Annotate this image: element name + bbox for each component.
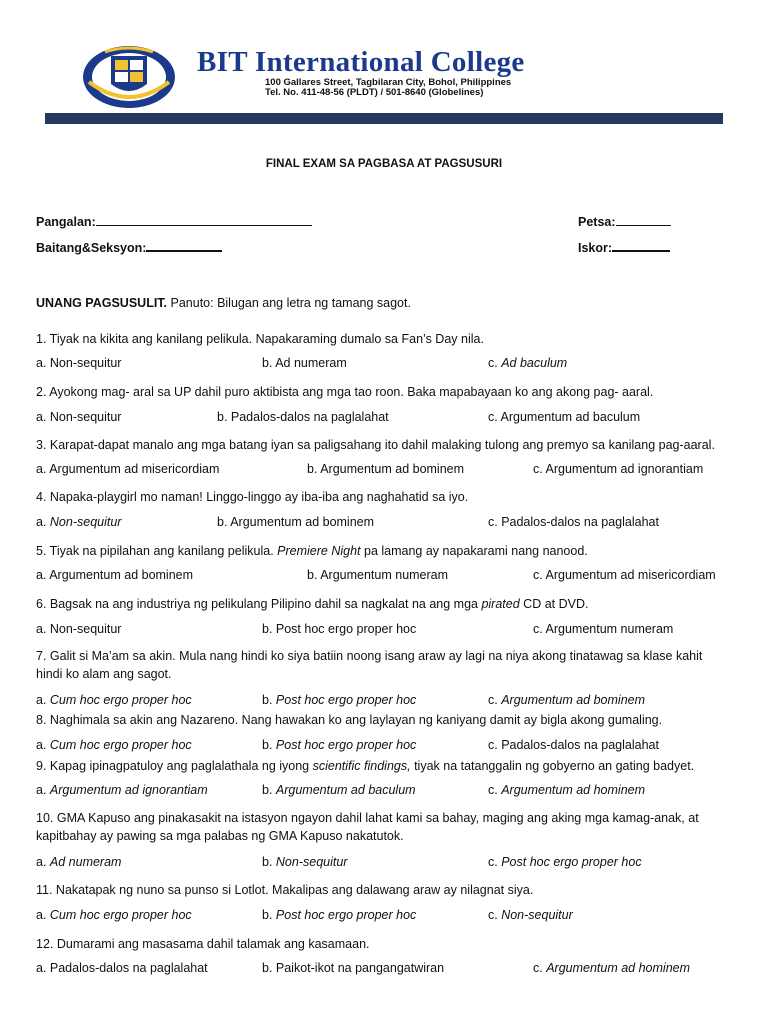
college-name: BIT International College [197, 46, 525, 78]
name-label: Pangalan: [36, 215, 96, 229]
q12-option-a[interactable]: a. Padalos-dalos na paglalahat [36, 961, 208, 975]
q7-option-c-prefix: c. [488, 693, 502, 707]
q7-option-a-text: Cum hoc ergo proper hoc [49, 693, 192, 707]
q5-option-b[interactable]: b. Argumentum numeram [307, 568, 449, 582]
question-12: 12. Dumarami ang masasama dahil talamak ang kasamaan. [36, 937, 370, 951]
q7-option-c-text: Argumentum ad bominem [501, 693, 646, 707]
q8-option-a[interactable] [36, 738, 192, 752]
q10-option-a-text: Ad numeram [49, 855, 122, 869]
q11-option-a[interactable] [36, 908, 192, 922]
question-1: 1. Tiyak na kikita ang kanilang pelikula. Napakaraming dumalo sa Fan’s Day nila. [36, 332, 484, 346]
q7-option-b-prefix: b. [262, 693, 276, 707]
q8-option-a-text: Cum hoc ergo proper hoc [49, 738, 192, 752]
q11-option-c-text: Non-sequitur [501, 908, 573, 922]
q6-option-a[interactable]: a. Non-sequitur [36, 622, 122, 636]
q9-text-end: tiyak na tatanggalin ng gobyerno an gating badyet. [410, 759, 695, 773]
q9-option-c-text: Argumentum ad hominem [501, 783, 646, 797]
q1-option-b[interactable]: b. Ad numeram [262, 356, 347, 370]
q5-text-end: pa lamang ay napakarami nang nanood. [360, 544, 588, 558]
section-heading [36, 296, 411, 310]
q8-option-c[interactable]: c. Padalos-dalos na paglalahat [488, 738, 659, 752]
q5-option-c[interactable]: c. Argumentum ad misericordiam [533, 568, 716, 582]
q9-option-a-prefix: a. [36, 783, 50, 797]
q10-option-a[interactable] [36, 855, 121, 869]
q7-option-a[interactable] [36, 693, 192, 707]
question-3: 3. Karapat-dapat manalo ang mga batang iyan sa paligsahang ito dahil malaking tulong ang premyo sa kanilang pag-aaral. [36, 438, 715, 452]
q8-option-a-prefix: a. [36, 738, 50, 752]
score-blank-line[interactable] [612, 237, 670, 252]
question-9 [36, 757, 726, 775]
question-7: 7. Galit si Ma’am sa akin. Mula nang hindi ko siya batiin noong isang araw ay lagi na niya akong tinatawag sa klase kahit hindi ko alam ang sagot. [36, 649, 703, 681]
q4-option-a[interactable] [36, 515, 121, 529]
q12-option-c[interactable] [533, 961, 690, 975]
q8-option-b-text: Post hoc ergo proper hoc [275, 738, 417, 752]
q7-option-c[interactable] [488, 693, 645, 707]
q6-text-end: CD at DVD. [519, 597, 589, 611]
question-8: 8. Naghimala sa akin ang Nazareno. Nang hawakan ko ang laylayan ng kaniyang damit ay bigla akong gumaling. [36, 713, 663, 727]
q4-option-b[interactable]: b. Argumentum ad bominem [217, 515, 375, 529]
q11-option-c[interactable] [488, 908, 573, 922]
q6-text-italic: pirated [481, 597, 520, 611]
section-title: UNANG PAGSUSULIT. [36, 296, 168, 310]
q4-option-a-prefix: a. [36, 515, 50, 529]
q5-text-italic: Premiere Night [277, 544, 361, 558]
q11-option-b-prefix: b. [262, 908, 276, 922]
q12-option-b[interactable]: b. Paikot-ikot na pangangatwiran [262, 961, 445, 975]
college-phone: Tel. No. 411-48-56 (PLDT) / 501-8640 (Globelines) [265, 87, 484, 98]
q4-option-a-text: Non-sequitur [49, 515, 122, 529]
q11-option-b[interactable] [262, 908, 416, 922]
q9-option-c[interactable] [488, 783, 645, 797]
grade-section-field[interactable] [36, 237, 222, 255]
q10-option-c[interactable] [488, 855, 642, 869]
score-field[interactable] [578, 237, 670, 255]
q10-option-b[interactable] [262, 855, 347, 869]
name-blank-line[interactable] [96, 212, 312, 226]
question-11: 11. Nakatapak ng nuno sa punso si Lotlot. Makalipas ang dalawang araw ay nilagnat siya. [36, 883, 534, 897]
q6-option-b[interactable]: b. Post hoc ergo proper hoc [262, 622, 417, 636]
q8-option-b-prefix: b. [262, 738, 276, 752]
question-10: 10. GMA Kapuso ang pinakasakit na istasyon ngayon dahil lahat kami sa bahay, maging ang aking mga kamag-anak, at kapitbahay ay pawing sa mga palabas ng GMA Kapuso nakatutok. [36, 811, 699, 843]
q3-option-b[interactable]: b. Argumentum ad bominem [307, 462, 465, 476]
q5-text-start: 5. Tiyak na pipilahan ang kanilang pelikula. [36, 544, 278, 558]
grade-section-label: Baitang&Seksyon: [36, 241, 147, 255]
letterhead [75, 40, 725, 116]
date-blank-line[interactable] [616, 212, 671, 226]
q11-option-c-prefix: c. [488, 908, 502, 922]
q6-option-c[interactable]: c. Argumentum numeram [533, 622, 674, 636]
date-label: Petsa: [578, 215, 616, 229]
q3-option-a[interactable]: a. Argumentum ad misericordiam [36, 462, 220, 476]
header-divider-bar [45, 113, 723, 124]
q1-option-c-prefix: c. [488, 356, 502, 370]
q9-text-start: 9. Kapag ipinagpatuloy ang paglalathala ng iyong [36, 759, 313, 773]
q9-option-b-prefix: b. [262, 783, 276, 797]
q11-option-a-text: Cum hoc ergo proper hoc [49, 908, 192, 922]
q6-text-start: 6. Bagsak na ang industriya ng pelikulang Pilipino dahil sa nagkalat na ang mga [36, 597, 482, 611]
q7-option-a-prefix: a. [36, 693, 50, 707]
q10-option-a-prefix: a. [36, 855, 50, 869]
college-address: 100 Gallares Street, Tagbilaran City, Bohol, Philippines [265, 77, 512, 88]
college-seal-logo [75, 42, 183, 112]
section-instruction: Panuto: Bilugan ang letra ng tamang sagot. [167, 296, 411, 310]
q9-option-a-text: Argumentum ad ignorantiam [49, 783, 208, 797]
q7-option-b[interactable] [262, 693, 416, 707]
q9-option-b-text: Argumentum ad baculum [275, 783, 416, 797]
q9-option-b[interactable] [262, 783, 416, 797]
q9-option-a[interactable] [36, 783, 208, 797]
grade-section-blank-line[interactable] [146, 237, 222, 252]
q9-option-c-prefix: c. [488, 783, 502, 797]
q10-option-b-prefix: b. [262, 855, 276, 869]
q3-option-c[interactable]: c. Argumentum ad ignorantiam [533, 462, 704, 476]
q2-option-a[interactable]: a. Non-sequitur [36, 410, 122, 424]
q2-option-b[interactable]: b. Padalos-dalos na paglalahat [217, 410, 389, 424]
q12-option-c-prefix: c. [533, 961, 547, 975]
question-5 [36, 542, 726, 560]
q12-option-c-text: Argumentum ad hominem [546, 961, 691, 975]
question-2: 2. Ayokong mag- aral sa UP dahil puro aktibista ang mga tao roon. Baka mapabayaan ko ang akong pag- aaral. [36, 385, 654, 399]
exam-title: FINAL EXAM SA PAGBASA AT PAGSUSURI [265, 158, 503, 170]
q1-option-a[interactable]: a. Non-sequitur [36, 356, 122, 370]
q5-option-a[interactable]: a. Argumentum ad bominem [36, 568, 194, 582]
q2-option-c[interactable]: c. Argumentum ad baculum [488, 410, 641, 424]
q10-option-b-text: Non-sequitur [275, 855, 348, 869]
name-field[interactable] [36, 212, 312, 229]
q8-option-b[interactable] [262, 738, 416, 752]
q1-option-c-text: Ad baculum [501, 356, 568, 370]
q11-option-a-prefix: a. [36, 908, 50, 922]
q1-option-c[interactable] [488, 356, 567, 370]
q9-text-italic: scientific findings, [312, 759, 411, 773]
q7-option-b-text: Post hoc ergo proper hoc [275, 693, 417, 707]
q10-option-c-prefix: c. [488, 855, 502, 869]
date-field[interactable] [578, 212, 671, 229]
question-4: 4. Napaka-playgirl mo naman! Linggo-linggo ay iba-iba ang naghahatid sa iyo. [36, 490, 469, 504]
q11-option-b-text: Post hoc ergo proper hoc [275, 908, 417, 922]
q4-option-c[interactable]: c. Padalos-dalos na paglalahat [488, 515, 659, 529]
score-label: Iskor: [578, 241, 613, 255]
q10-option-c-text: Post hoc ergo proper hoc [501, 855, 642, 869]
question-6 [36, 595, 726, 613]
